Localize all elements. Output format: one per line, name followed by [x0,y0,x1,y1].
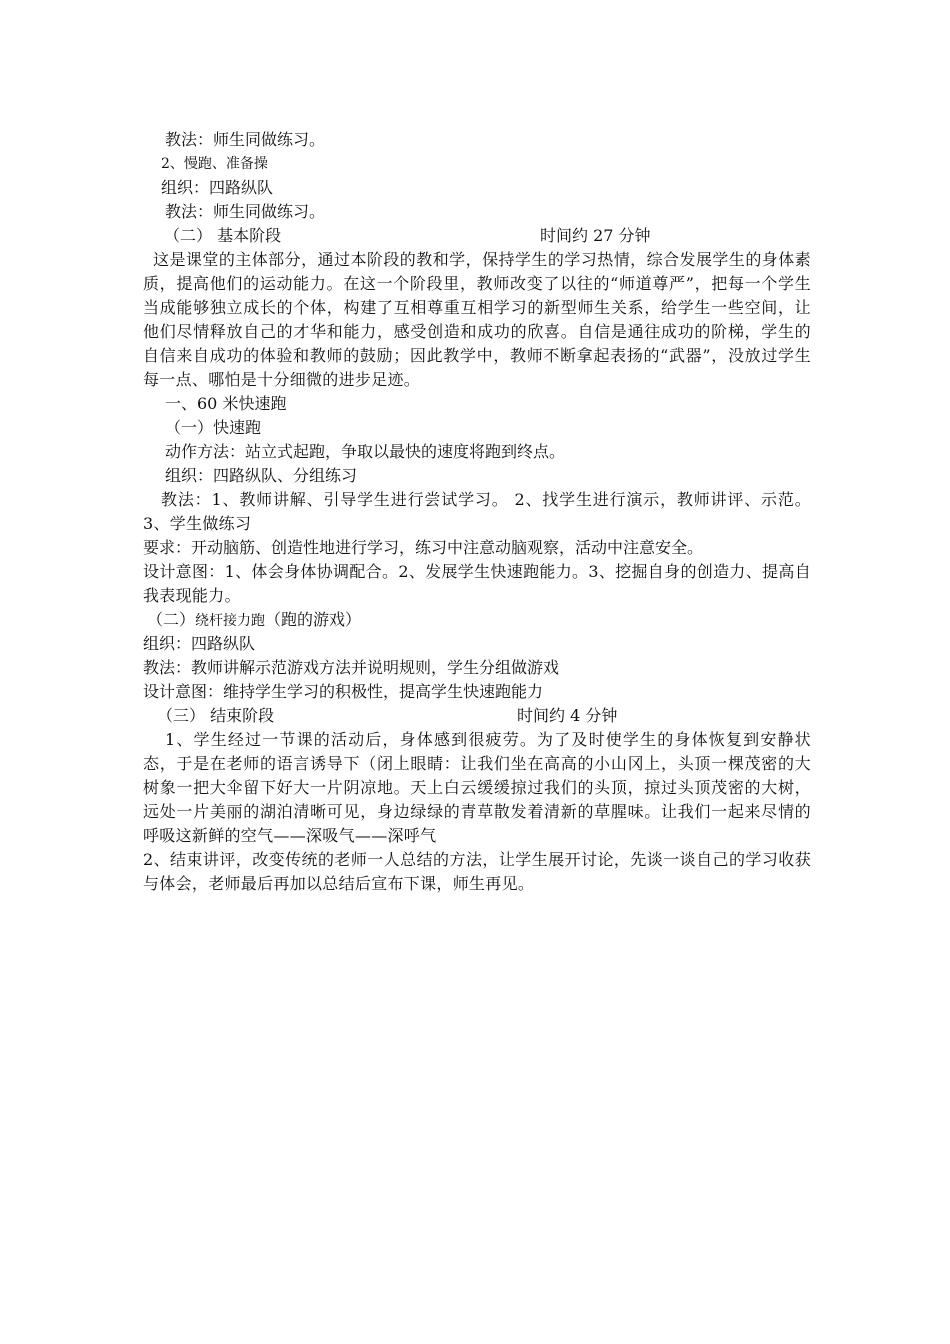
section-title-basic: （二） 基本阶段 [164,226,282,245]
document-body [143,128,811,896]
section-title-ending: （三） 结束阶段 [157,706,275,725]
teaching-steps-paragraph: 教法：1、教师讲解、引导学生进行尝试学习。 2、找学生进行演示，教师讲评、示范。 3、学生做练习 [143,490,811,533]
relay-game-title: 绕杆接力跑 [195,613,266,629]
section-heading-ending [143,704,811,728]
relay-game-heading [143,608,811,632]
section-heading-basic [143,224,811,248]
item-60m-sprint: 一、60 米快速跑 [165,394,287,413]
ending-review-paragraph: 2、结束讲评，改变传统的老师一人总结的方法，让学生展开讨论，先谈一谈自己的学习收获与体会，老师最后再加以总结后宣布下课，师生再见。 [143,850,811,893]
relay-organization-line: 组织：四路纵队 [143,634,256,653]
teaching-method-line: 教法：师生同做练习。 [165,130,326,149]
jogging-warmup-line: 2、慢跑、准备操 [161,156,268,172]
teaching-method-line-2: 教法：师生同做练习。 [165,202,326,221]
section-time-basic: 时间约 27 分钟 [540,226,651,245]
relay-intent-line: 设计意图：维持学生学习的积极性，提高学生快速跑能力 [143,682,544,701]
ending-relaxation-paragraph: 1、学生经过一节课的活动后，身体感到很疲劳。为了及时使学生的身体恢复到安静状态，于是在老师的语言诱导下（闭上眼睛：让我们坐在高高的小山冈上，头顶一棵茂密的大树象一把大伞留下好大一片阴凉地。天上白云缓缓掠过我们的头顶，掠过头顶茂密的大树，远处一片美丽的湖泊清晰可见，身边绿绿的青草散发着清新的草腥味。让我们一起来尽情的呼吸这新鲜的空气——深吸气——深呼气 [143,730,811,845]
requirement-line: 要求：开动脑筋、创造性地进行学习，练习中注意动脑观察，活动中注意安全。 [143,538,704,557]
organization-group-line: 组织：四路纵队、分组练习 [165,466,358,485]
action-method-line: 动作方法：站立式起跑，争取以最快的速度将跑到终点。 [165,442,566,461]
relay-game-number: （二） [147,610,196,629]
subitem-quick-run: （一）快速跑 [165,418,262,437]
design-intent-paragraph: 设计意图：1、体会身体协调配合。2、发展学生快速跑能力。3、挖掘自身的创造力、提高自我表现能力。 [143,562,811,605]
basic-stage-paragraph: 这是课堂的主体部分，通过本阶段的教和学，保持学生的学习热情，综合发展学生的身体素质，提高他们的运动能力。在这一个阶段里，教师改变了以往的“师道尊严”，把每一个学生当成能够独立成长的个体，构建了互相尊重互相学习的新型师生关系，给学生一些空间，让他们尽情释放自己的才华和能力，感受创造和成功的欣喜。自信是通往成功的阶梯，学生的自信来自成功的体验和教师的鼓励；因此教学中，教师不断拿起表扬的“武器”，没放过学生每一点、哪怕是十分细微的进步足迹。 [143,250,811,389]
organization-line: 组织：四路纵队 [161,178,274,197]
relay-method-line: 教法：教师讲解示范游戏方法并说明规则，学生分组做游戏 [143,658,560,677]
section-time-ending: 时间约 4 分钟 [517,706,618,725]
relay-game-note: （跑的游戏） [265,610,362,629]
